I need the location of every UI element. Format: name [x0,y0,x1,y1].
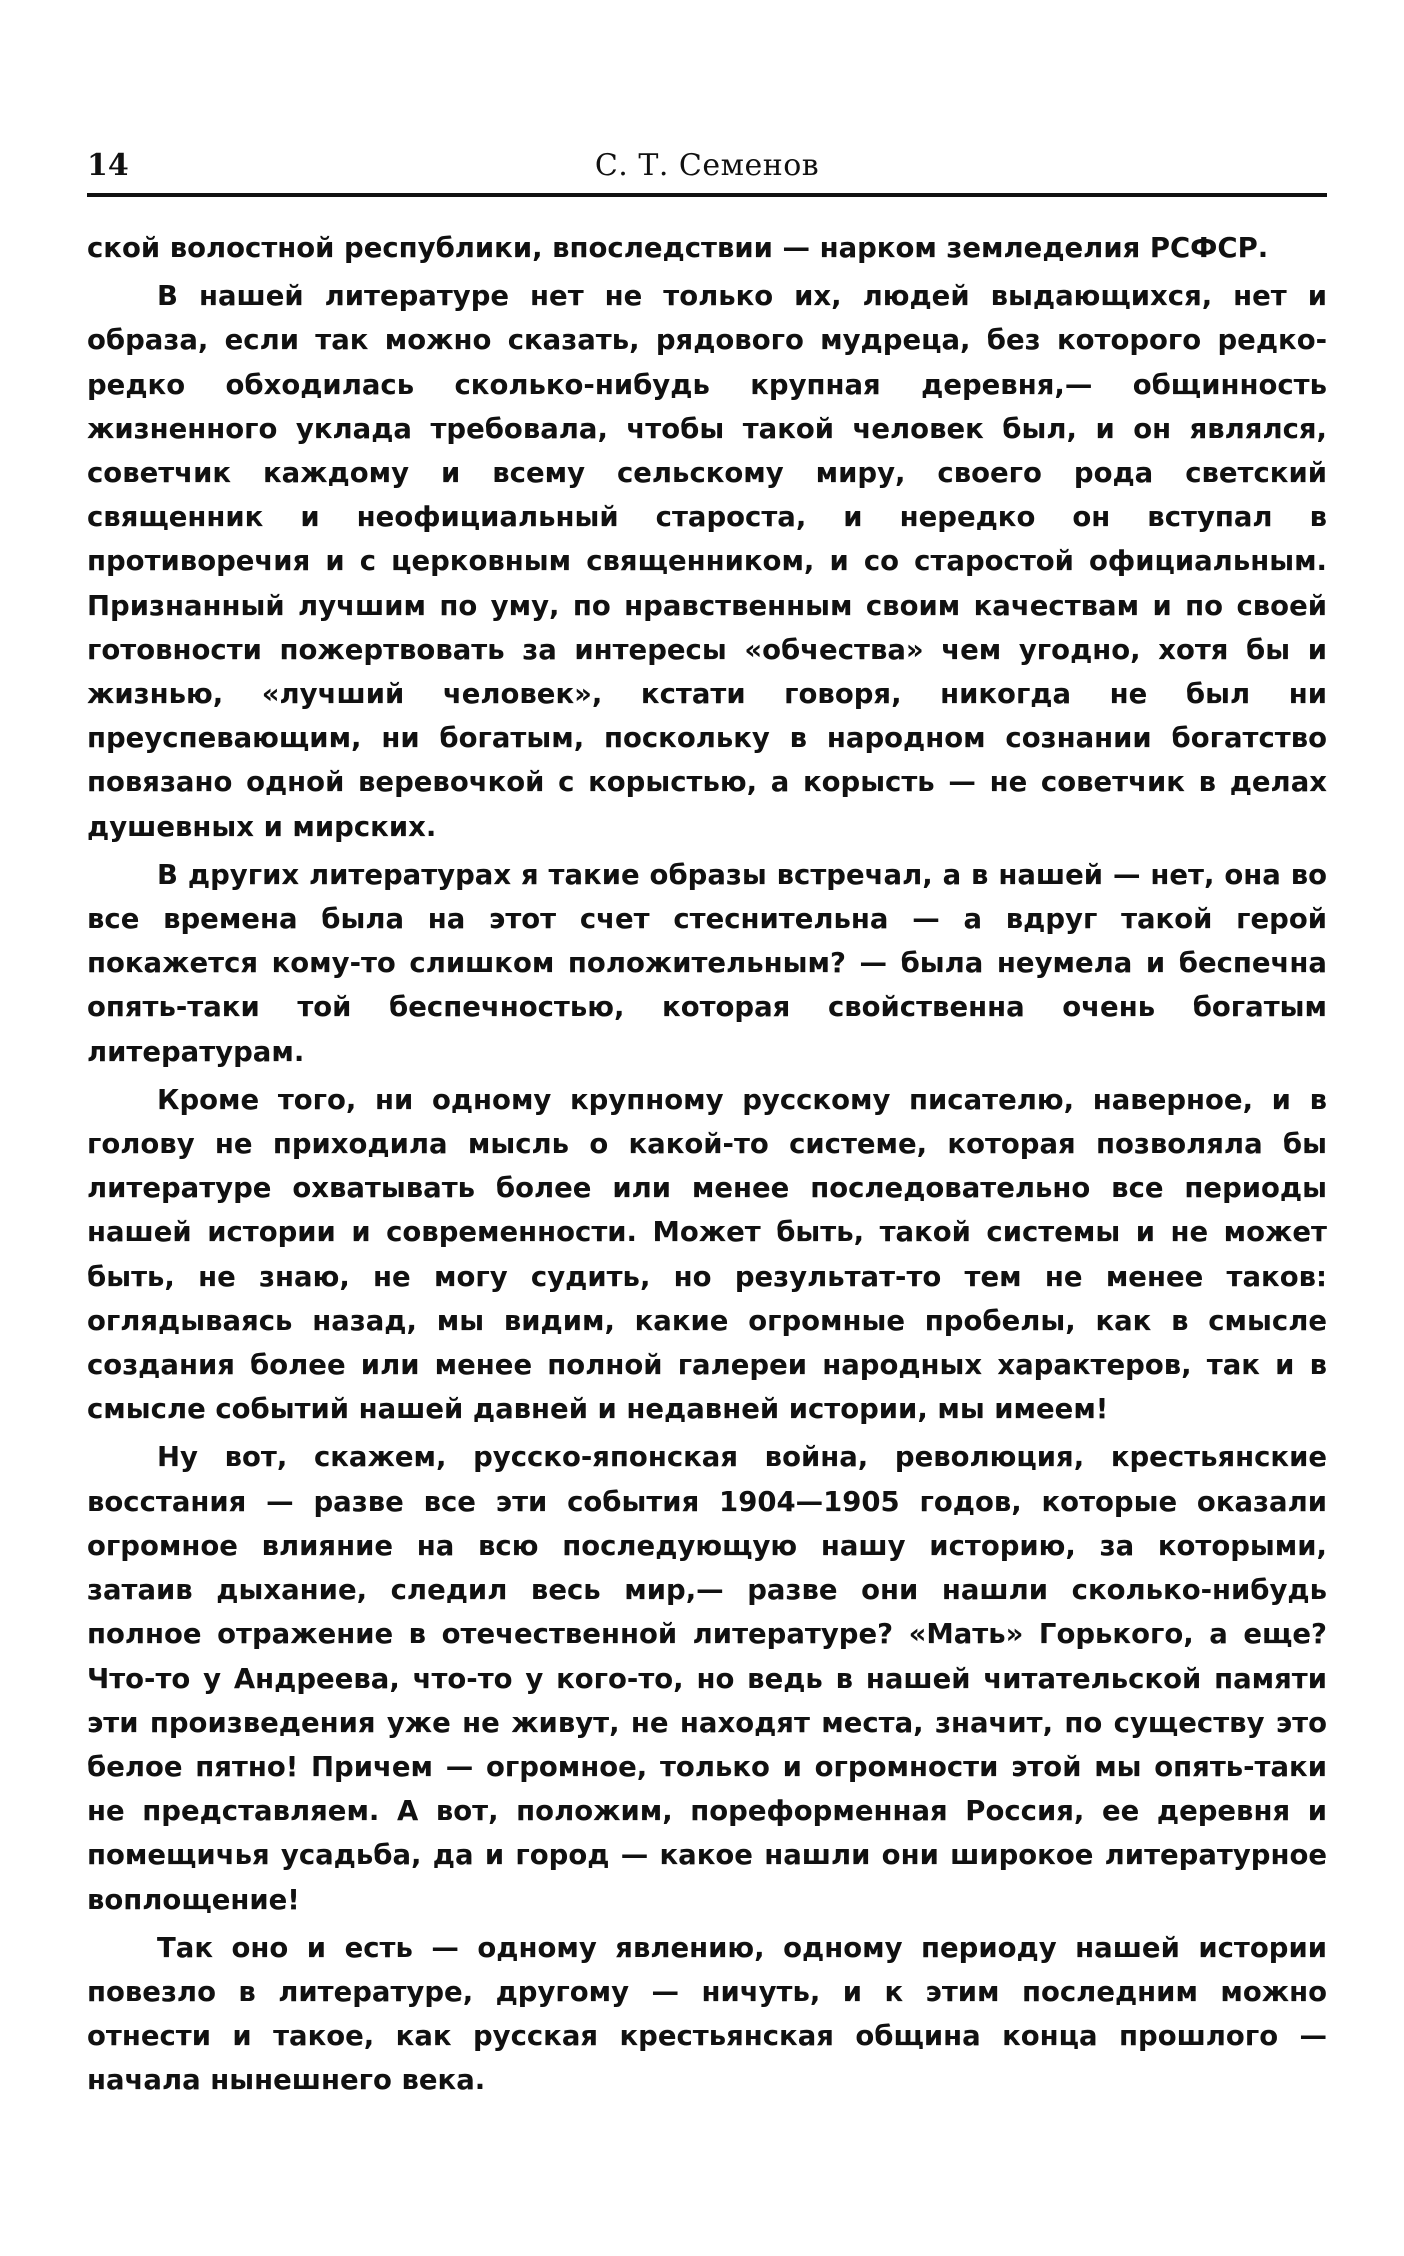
page-number: 14 [87,148,129,183]
paragraph: ской волостной республики, впоследствии — нарком земледелия РСФСР. [87,232,1269,264]
running-title: С. Т. Семенов [594,148,820,183]
paragraph: В других литературах я такие образы встречал, а в нашей — нет, она во все времена была на этот счет стеснительна — а вдруг такой герой покажется кому-то слишком положительным? — была неумела и беспечна опять-таки той беспечностью, которая свойственна очень богатым литературам. [87,858,1327,1068]
page-header [87,148,1327,192]
paragraph: Ну вот, скажем, русско-японская война, революция, крестьянские восстания — разве все эти события 1904—1905 годов, которые оказали огромное влияние на всю последующую нашу историю, за которыми, затаив дыхание, следил весь мир,— разве они нашли сколько-нибудь полное отражение в отечественной литературе? «Мать» Горького, а еще? Что-то у Андреева, что-то у кого-то, но ведь в нашей читательской памяти эти произведения уже не живут, не находят места, значит, по существу это белое пятно! Причем — огромное, только и огромности этой мы опять-таки не представляем. А вот, положим, пореформенная Россия, ее деревня и помещичья усадьба, да и город — какое нашли они широкое литературное воплощение! [87,1441,1327,1916]
paragraph: Так оно и есть — одному явлению, одному периоду нашей истории повезло в литературе, другому — ничуть, и к этим последним можно отнести и такое, как русская крестьянская община конца прошлого — начала нынешнего века. [87,1931,1327,2097]
header-rule [87,193,1327,197]
paragraph: В нашей литературе нет не только их, людей выдающихся, нет и образа, если так можно сказать, рядового мудреца, без которого редко-редко обходилась сколько-нибудь крупная деревня,— общинность жизненного уклада требовала, чтобы такой человек был, и он являлся, советчик каждому и всему сельскому миру, своего рода светский священник и неофициальный староста, и нередко он вступал в противоречия и с церковным священником, и со старостой официальным. Признанный лучшим по уму, по нравственным своим качествам и по своей готовности пожертвовать за интересы «обчества» чем угодно, хотя бы и жизнью, «лучший человек», кстати говоря, никогда не был ни преуспевающим, ни богатым, поскольку в народном сознании богатство повязано одной веревочкой с корыстью, а корысть — не советчик в делах душевных и мирских. [87,280,1327,843]
paragraph: Кроме того, ни одному крупному русскому писателю, наверное, и в голову не приходила мысль о какой-то системе, которая позволяла бы литературе охватывать более или менее последовательно все периоды нашей истории и современности. Может быть, такой системы и не может быть, не знаю, не могу судить, но результат-то тем не менее таков: оглядываясь назад, мы видим, какие огромные пробелы, как в смысле создания более или менее полной галереи народных характеров, так и в смысле событий нашей давней и недавней истории, мы имеем! [87,1083,1327,1426]
body-text [87,226,1327,2103]
